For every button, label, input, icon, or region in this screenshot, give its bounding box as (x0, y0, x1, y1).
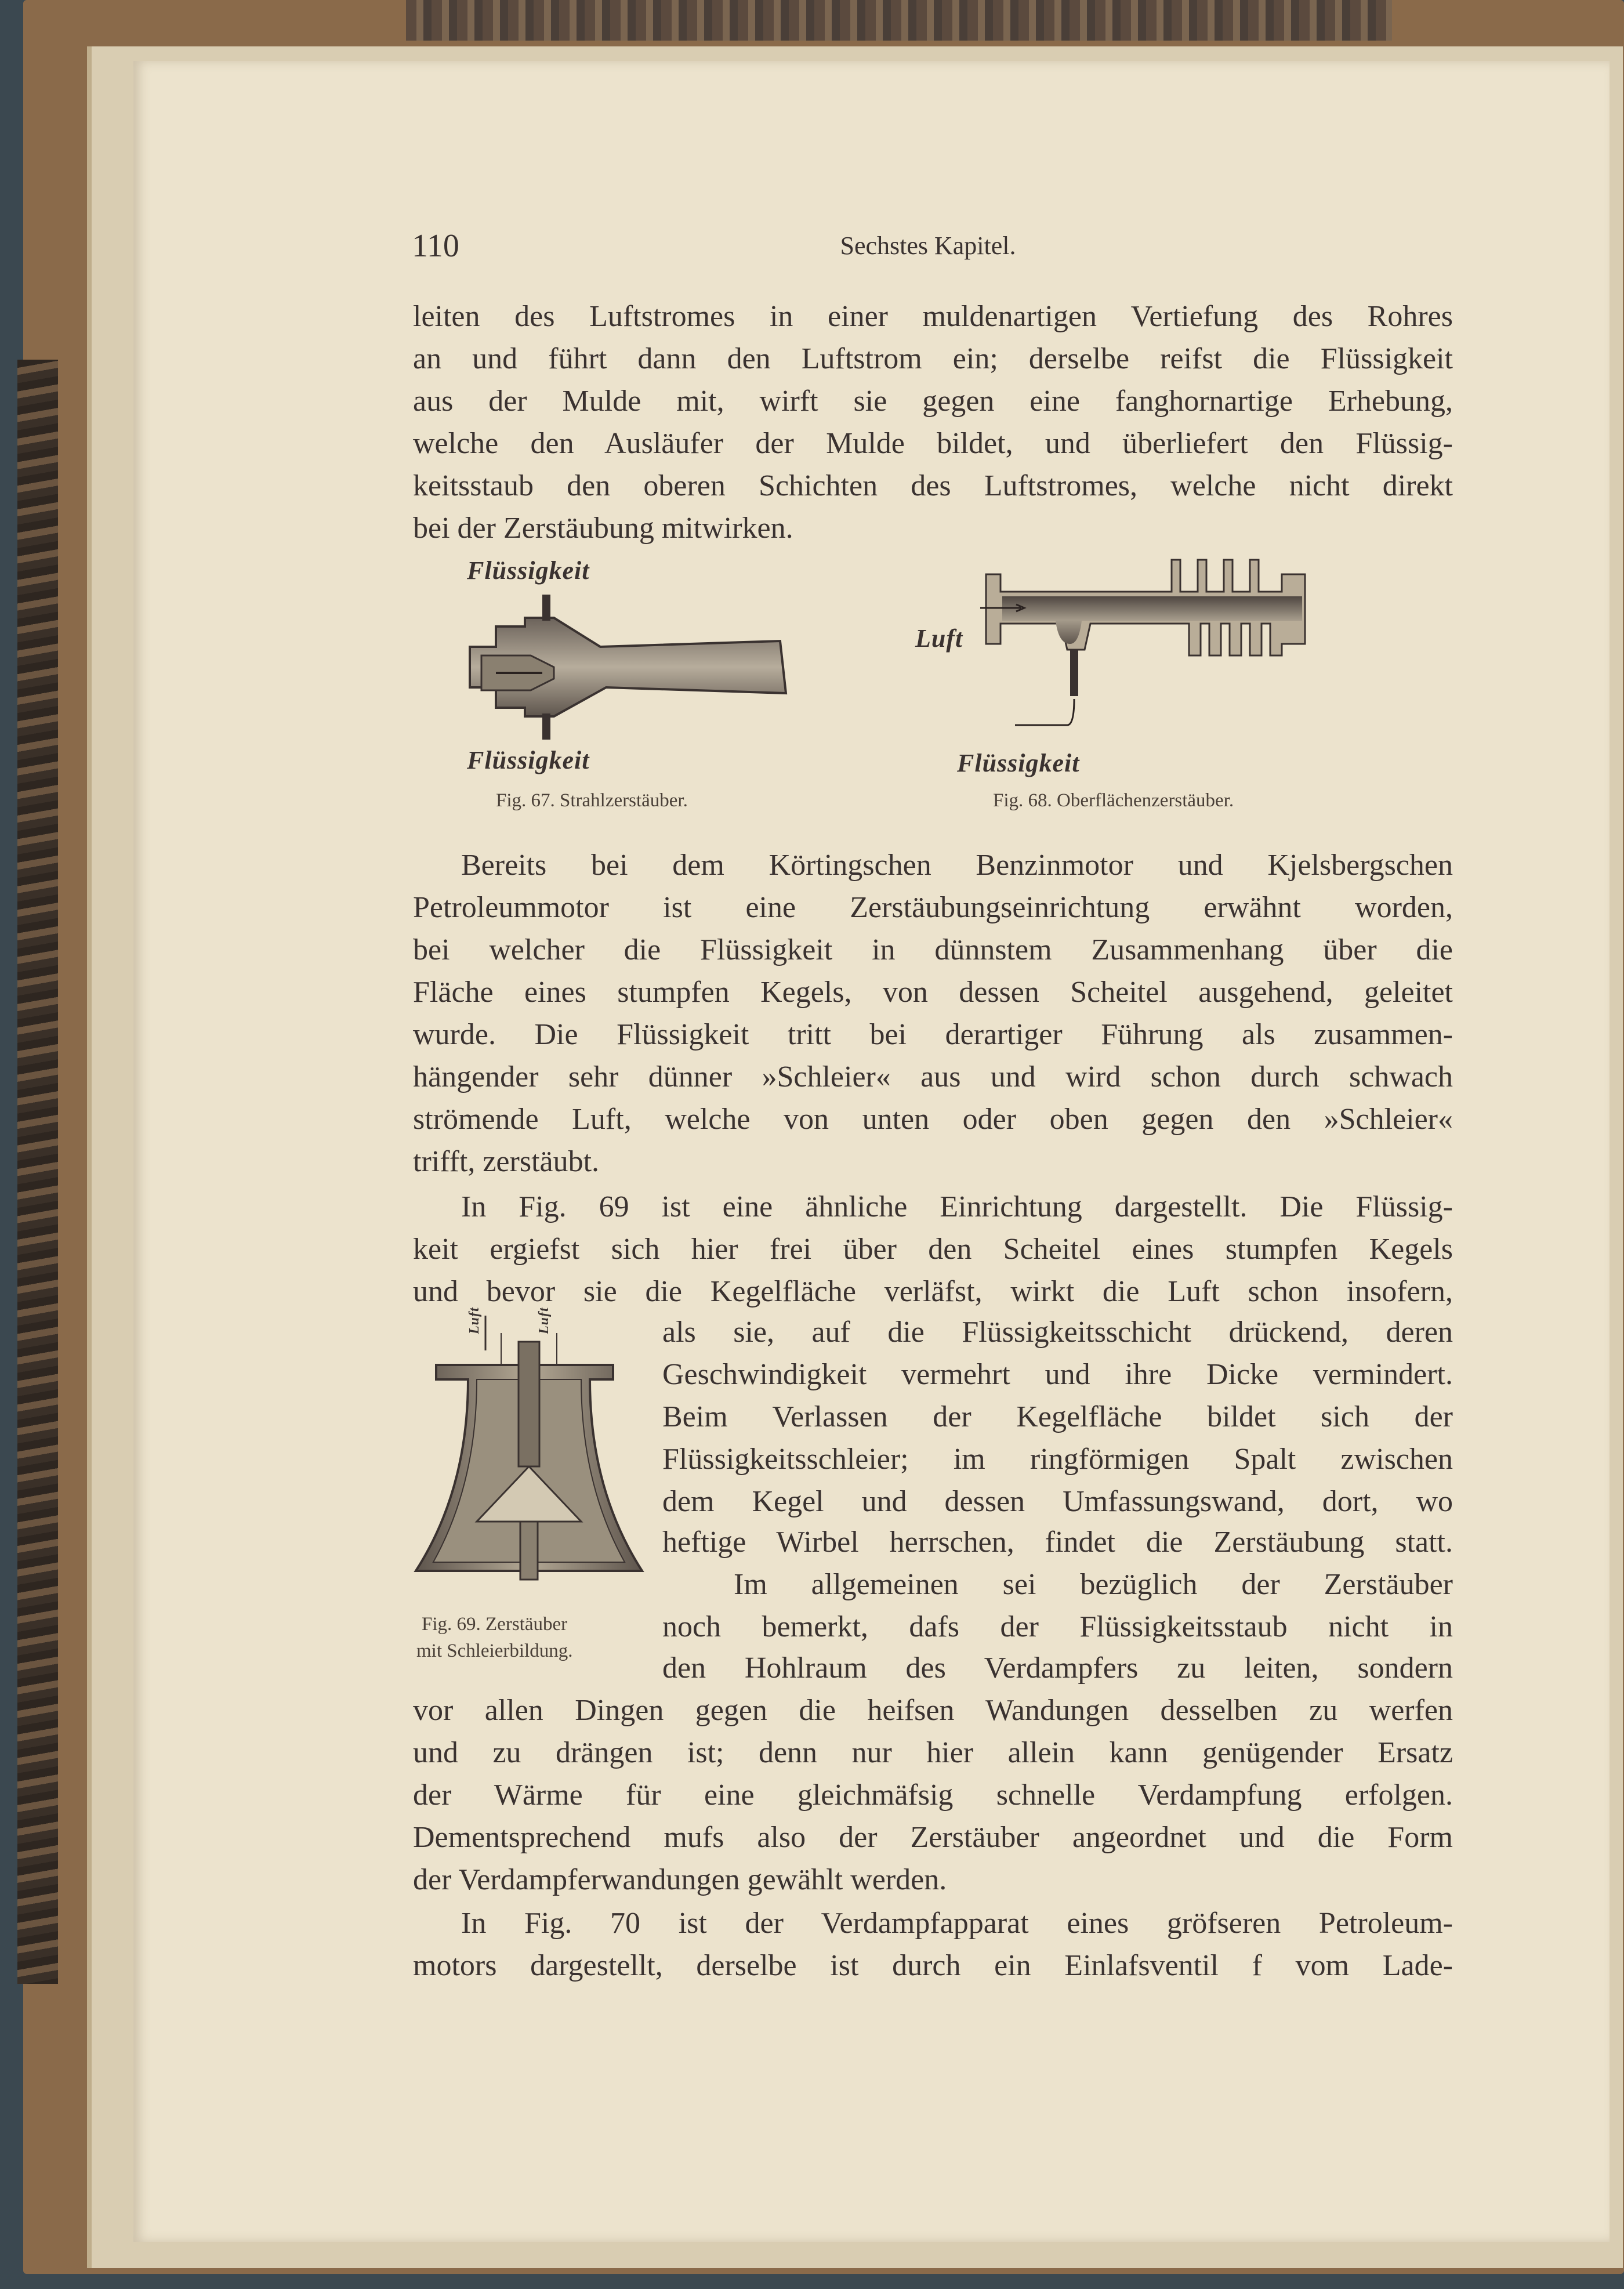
fig68-label-air: Luft (915, 624, 963, 653)
text-line: als sie, auf die Flüssigkeitsschicht drückend, deren (662, 1316, 1453, 1349)
text-line: der Wärme für eine gleichmäfsig schnelle Verdampfung erfolgen. (413, 1779, 1453, 1812)
text-line: In Fig. 70 ist der Verdampfapparat eines gröfseren Petroleum- (461, 1907, 1453, 1940)
text-line: noch bemerkt, dafs der Flüssigkeitsstaub nicht in (662, 1610, 1453, 1643)
text-line: dem Kegel und dessen Umfassungswand, dort, wo (662, 1485, 1453, 1518)
fig68-label-liquid: Flüssigkeit (957, 749, 1080, 777)
text-line: Geschwindigkeit vermehrt und ihre Dicke vermindert. (662, 1358, 1453, 1391)
fig67-caption: Fig. 67. Strahlzerstäuber. (496, 790, 688, 811)
text-line: leiten des Luftstromes in einer muldenartigen Vertiefung des Rohres (413, 300, 1453, 333)
text-line: keitsstaub den oberen Schichten des Luftstromes, welche nicht direkt (413, 469, 1453, 502)
text-line: und bevor sie die Kegelfläche verläfst, wirkt die Luft schon insofern, (413, 1275, 1453, 1308)
text-line: motors dargestellt, derselbe ist durch ein Einlafsventil f vom Lade- (413, 1949, 1453, 1982)
text-line: Petroleummotor ist eine Zerstäubungseinrichtung erwähnt worden, (413, 891, 1453, 924)
text-line: keit ergiefst sich hier frei über den Scheitel eines stumpfen Kegels (413, 1233, 1453, 1266)
text-line: Fläche eines stumpfen Kegels, von dessen Scheitel ausgehend, geleitet (413, 976, 1453, 1009)
text-line: Bereits bei dem Körtingschen Benzinmotor und Kjelsbergschen (461, 849, 1453, 882)
text-line: Flüssigkeitsschleier; im ringförmigen Spalt zwischen (662, 1443, 1453, 1476)
text-line: heftige Wirbel herrschen, findet die Zerstäubung statt. (662, 1526, 1453, 1559)
marbled-edge (17, 360, 58, 1984)
text-line: und zu drängen ist; denn nur hier allein kann genügender Ersatz (413, 1736, 1453, 1769)
text-line: Im allgemeinen sei bezüglich der Zerstäuber (734, 1568, 1453, 1601)
fig69-label-air-right: Luft (536, 1307, 552, 1334)
text-line: an und führt dann den Luftstrom ein; derselbe reifst die Flüssigkeit (413, 342, 1453, 375)
fig67-label-top: Flüssigkeit (467, 556, 590, 585)
fig69-zerstaeuber-drawing (413, 1316, 645, 1582)
book-spine-top (406, 0, 1392, 41)
text-line: wurde. Die Flüssigkeit tritt bei derartiger Führung als zusammen- (413, 1018, 1453, 1051)
fig68-oberflaechenzerstaeuber-drawing (980, 557, 1386, 731)
fig69-label-air-left: Luft (467, 1307, 482, 1334)
text-line: der Verdampferwandungen gewählt werden. (413, 1863, 947, 1896)
text-line: Beim Verlassen der Kegelfläche bildet sich der (662, 1400, 1453, 1433)
text-line: strömende Luft, welche von unten oder oben gegen den »Schleier« (413, 1103, 1453, 1136)
fig68-caption: Fig. 68. Oberflächenzerstäuber. (993, 790, 1234, 811)
page-number: 110 (412, 228, 459, 264)
text-line: Dementsprechend mufs also der Zerstäuber angeordnet und die Form (413, 1821, 1453, 1854)
text-line: welche den Ausläufer der Mulde bildet, und überliefert den Flüssig- (413, 427, 1453, 460)
running-title: Sechstes Kapitel. (840, 231, 1016, 260)
fig69-caption-line-2: mit Schleierbildung. (416, 1640, 573, 1661)
text-line: vor allen Dingen gegen die heifsen Wandungen desselben zu werfen (413, 1694, 1453, 1727)
text-line: In Fig. 69 ist eine ähnliche Einrichtung dargestellt. Die Flüssig- (461, 1190, 1453, 1223)
text-line: bei welcher die Flüssigkeit in dünnstem Zusammenhang über die (413, 933, 1453, 966)
text-line: bei der Zerstäubung mitwirken. (413, 512, 793, 545)
fig69-caption-line-1: Fig. 69. Zerstäuber (422, 1614, 568, 1635)
fig67-strahlzerstaeuber-drawing (461, 592, 809, 743)
text-line: trifft, zerstäubt. (413, 1145, 600, 1178)
text-line: aus der Mulde mit, wirft sie gegen eine fanghornartige Erhebung, (413, 385, 1453, 418)
text-line: den Hohlraum des Verdampfers zu leiten, sondern (662, 1651, 1453, 1685)
text-line: hängender sehr dünner »Schleier« aus und wird schon durch schwach (413, 1060, 1453, 1093)
fig67-label-bottom: Flüssigkeit (467, 746, 590, 774)
